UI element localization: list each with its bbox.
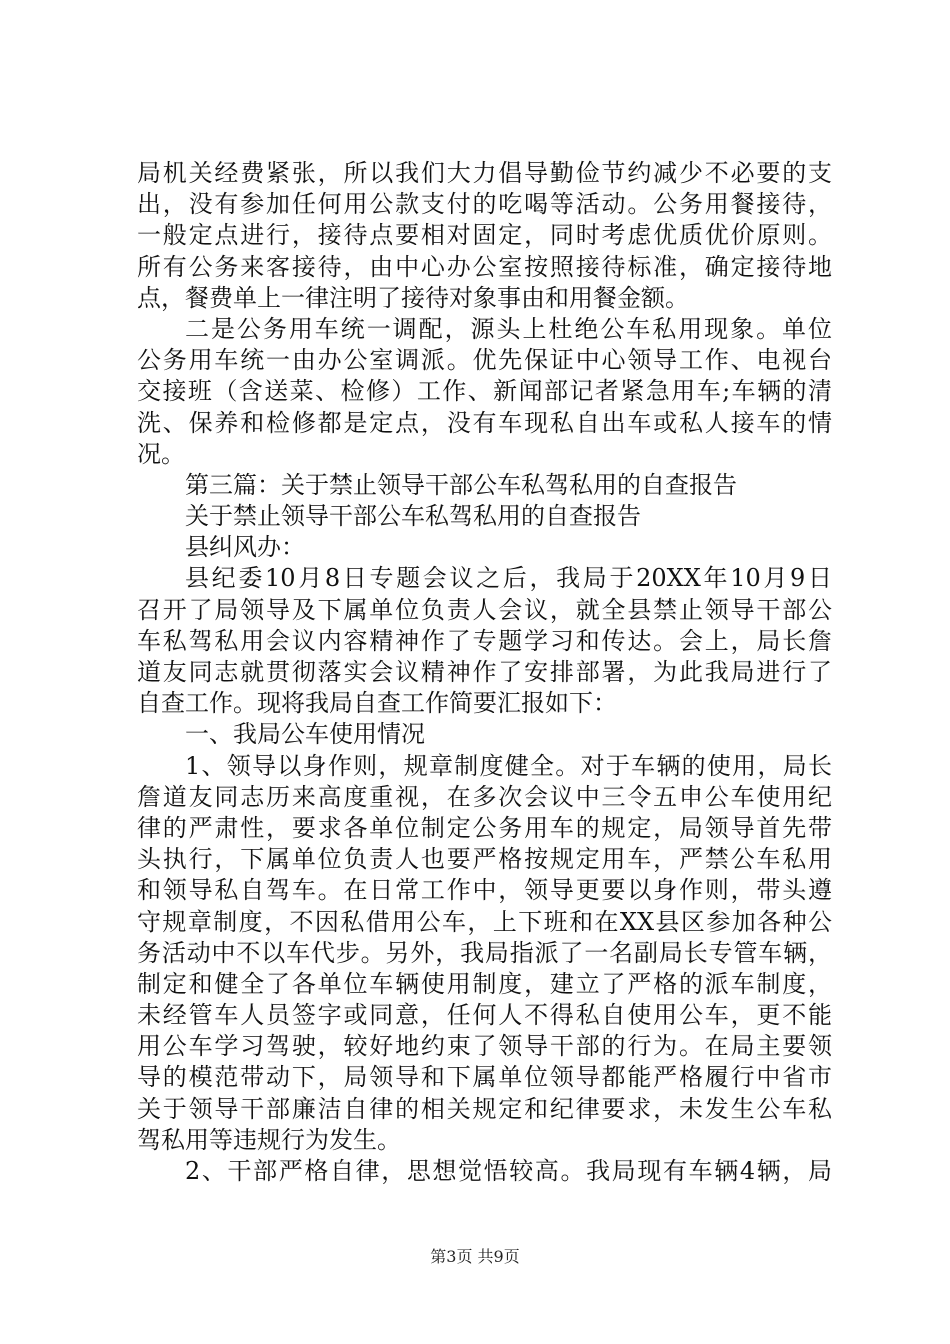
text-line: 召开了局领导及下属单位负责人会议，就全县禁止领导干部公: [137, 595, 832, 624]
text-line: 务活动中不以车代步。另外，我局指派了一名副局长专管车辆，: [137, 938, 832, 967]
text-line: 和领导私自驾车。在日常工作中，领导更要以身作则，带头遵: [137, 876, 832, 905]
text-line: 制定和健全了各单位车辆使用制度，建立了严格的派车制度，: [137, 969, 832, 998]
page-footer: 第3页 共9页: [430, 1247, 520, 1266]
text-line: 二是公务用车统一调配，源头上杜绝公车私用现象。单位: [185, 314, 832, 343]
text-line: 车私驾私用会议内容精神作了专题学习和传达。会上，局长詹: [137, 626, 832, 655]
text-line: 公务用车统一由办公室调派。优先保证中心领导工作、电视台: [137, 346, 832, 375]
text-line: 用公车学习驾驶，较好地约束了领导干部的行为。在局主要领: [137, 1032, 832, 1061]
text-line: 驾私用等违规行为发生。: [137, 1125, 401, 1154]
text-line: 导的模范带动下，局领导和下属单位领导都能严格履行中省市: [137, 1063, 832, 1092]
text-line: 一、我局公车使用情况: [185, 720, 425, 749]
text-line: 关于领导干部廉洁自律的相关规定和纪律要求，未发生公车私: [137, 1094, 832, 1123]
text-line: 交接班（含送菜、检修）工作、新闻部记者紧急用车;车辆的清: [137, 377, 832, 406]
text-line: 第三篇：关于禁止领导干部公车私驾私用的自查报告: [185, 470, 737, 499]
text-line: 洗、保养和检修都是定点，没有车现私自出车或私人接车的情: [137, 408, 832, 437]
text-line: 自查工作。现将我局自查工作简要汇报如下：: [137, 689, 617, 718]
text-line: 出，没有参加任何用公款支付的吃喝等活动。公务用餐接待，: [137, 190, 832, 219]
text-line: 2、干部严格自律，思想觉悟较高。我局现有车辆4辆，局: [185, 1157, 832, 1185]
text-line: 县纠风办：: [185, 533, 305, 562]
text-line: 县纪委10月8日专题会议之后，我局于20XX年10月9日: [185, 564, 832, 593]
text-line: 点，餐费单上一律注明了接待对象事由和用餐金额。: [137, 283, 689, 312]
text-line: 所有公务来客接待，由中心办公室按照接待标准，确定接待地: [137, 252, 832, 281]
text-line: 局机关经费紧张，所以我们大力倡导勤俭节约减少不必要的支: [137, 159, 832, 187]
text-line: 律的严肃性，要求各单位制定公务用车的规定，局领导首先带: [137, 813, 832, 842]
text-line: 未经管车人员签字或同意，任何人不得私自使用公车，更不能: [137, 1001, 832, 1030]
text-line: 关于禁止领导干部公车私驾私用的自查报告: [185, 502, 641, 531]
text-line: 一般定点进行，接待点要相对固定，同时考虑优质优价原则。: [137, 221, 832, 250]
text-line: 詹道友同志历来高度重视，在多次会议中三令五申公车使用纪: [137, 782, 832, 811]
text-line: 1、领导以身作则，规章制度健全。对于车辆的使用，局长: [185, 751, 832, 780]
text-line: 头执行，下属单位负责人也要严格按规定用车，严禁公车私用: [137, 845, 832, 874]
text-line: 况。: [137, 439, 185, 468]
text-line: 守规章制度，不因私借用公车，上下班和在XX县区参加各种公: [137, 907, 832, 936]
document-body: [137, 158, 832, 1187]
text-line: 道友同志就贯彻落实会议精神作了安排部署，为此我局进行了: [137, 658, 832, 686]
